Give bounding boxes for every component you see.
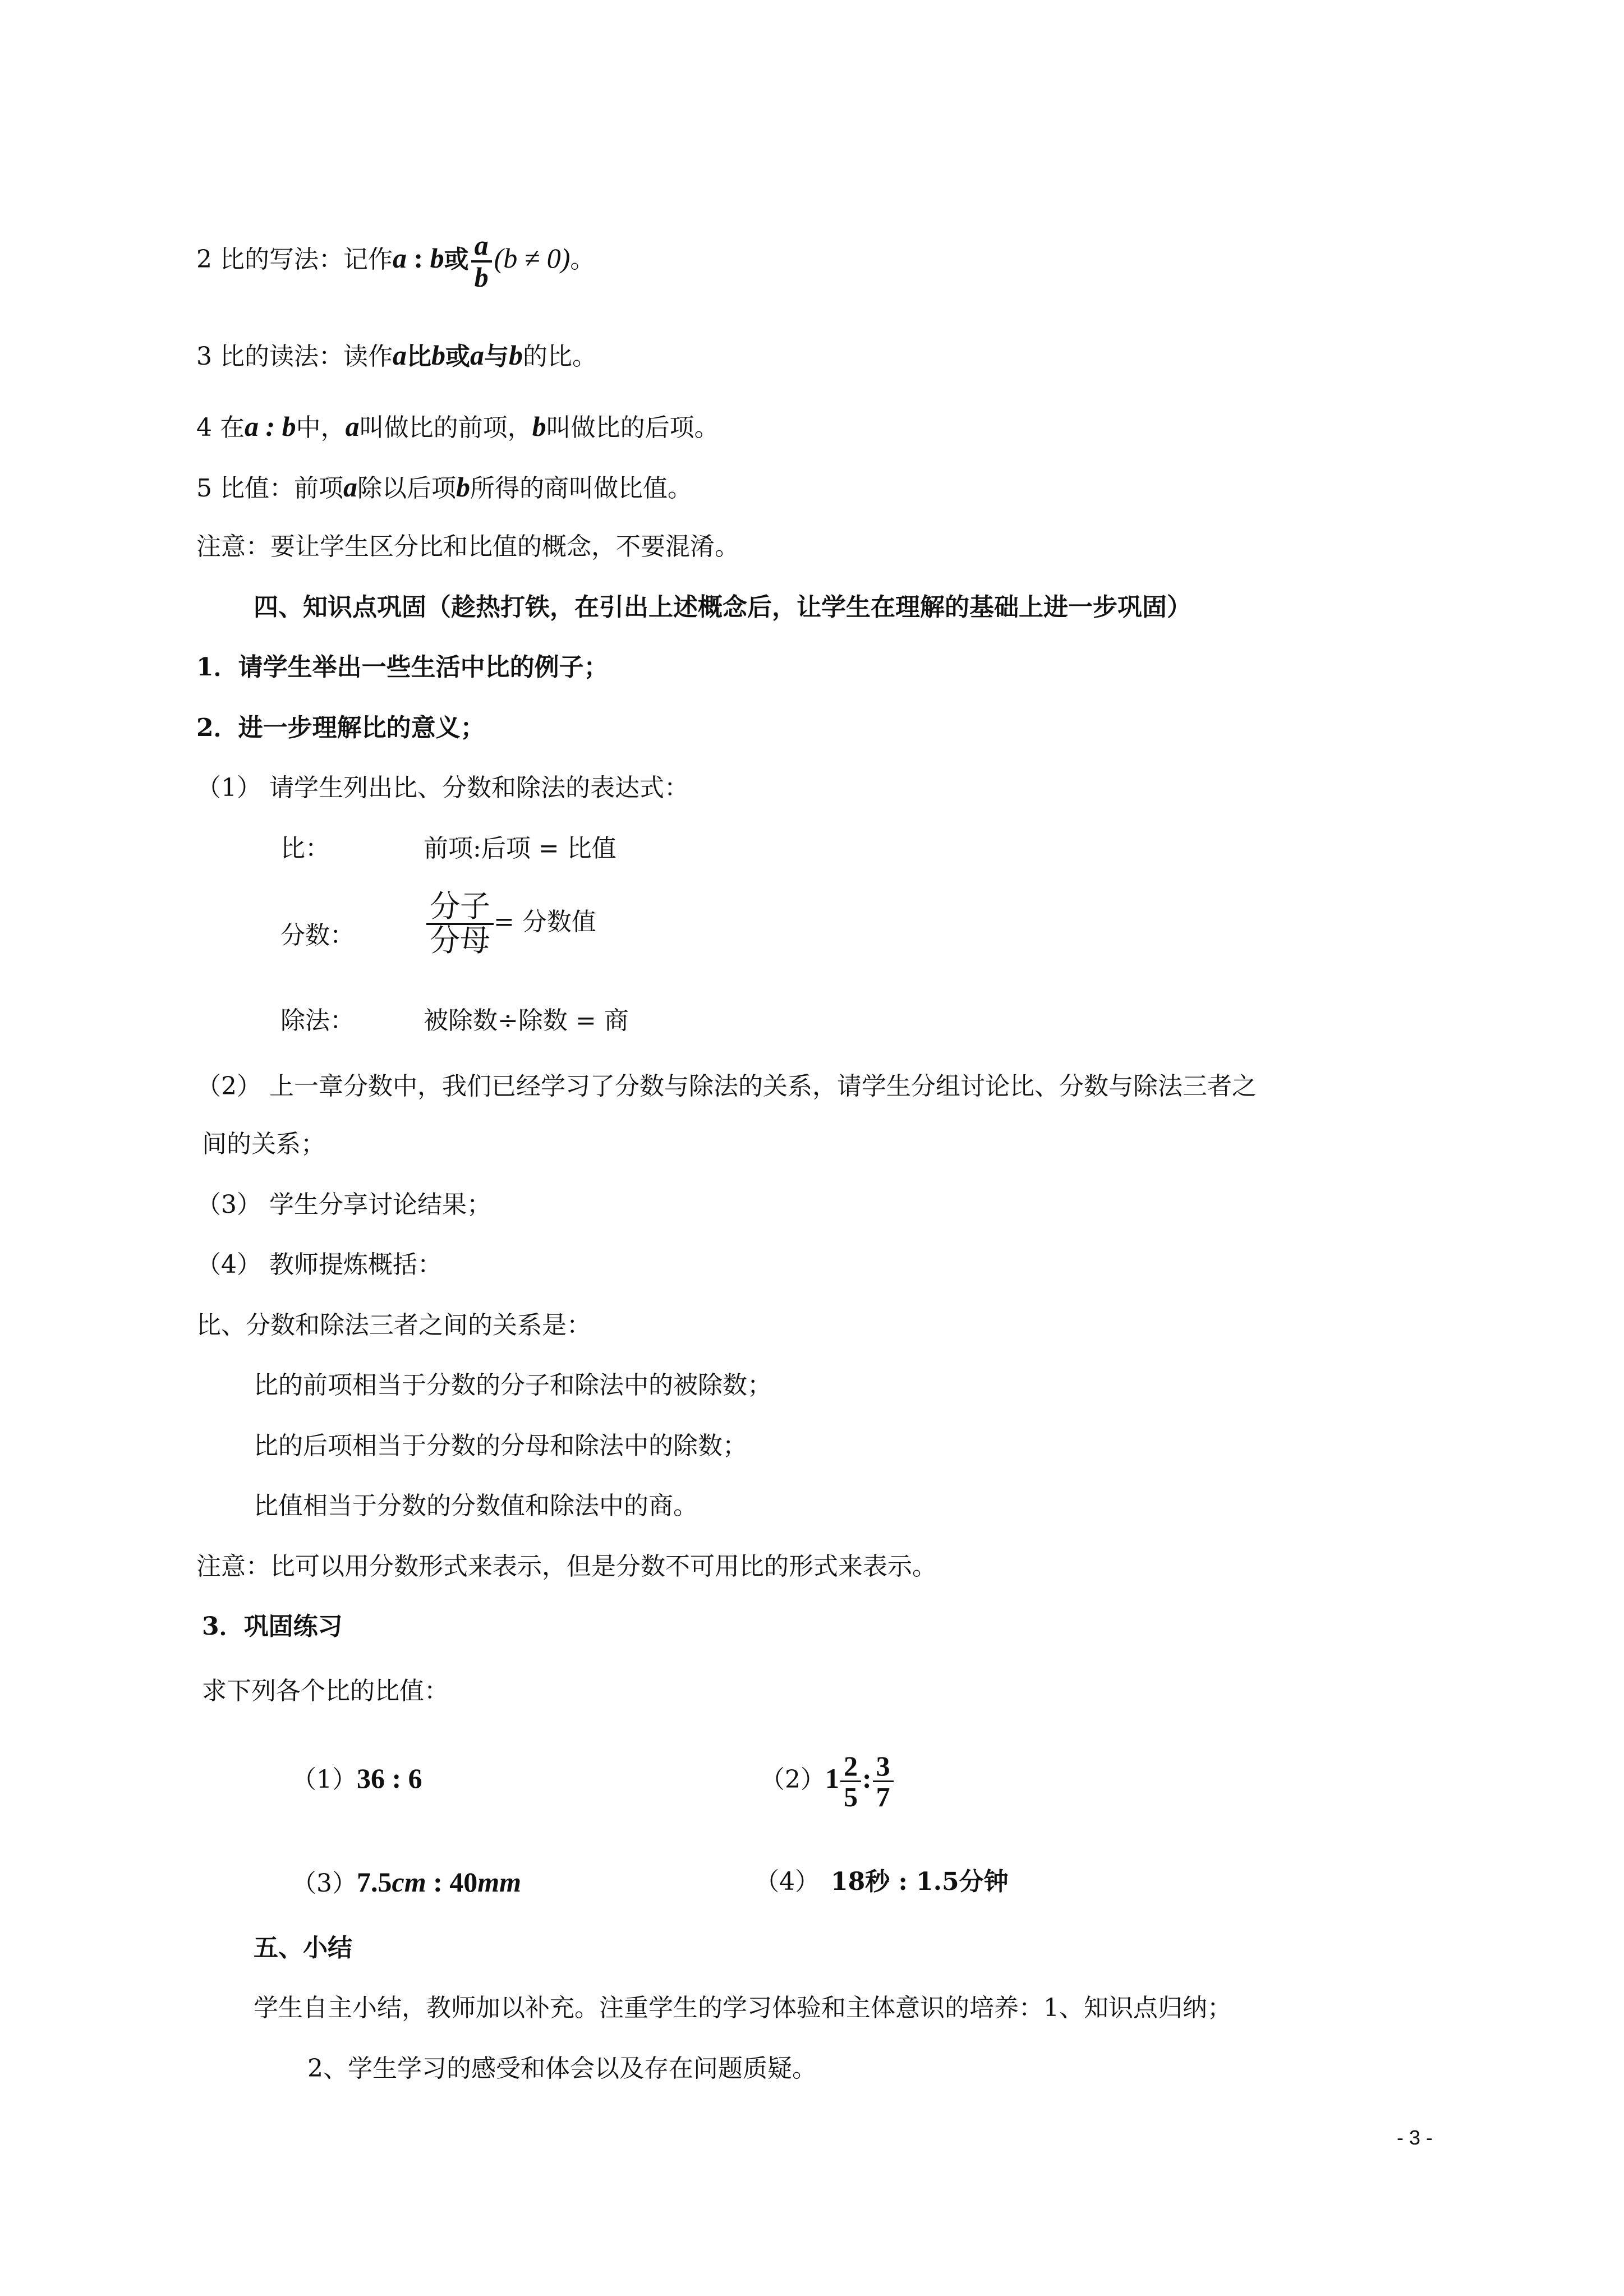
question-2-line-2: 间的关系； xyxy=(202,1130,325,1158)
math-b: b xyxy=(430,242,444,274)
math-colon: : xyxy=(406,242,430,274)
line-antecedent-consequent xyxy=(196,409,719,445)
text: 。 xyxy=(570,245,595,274)
math-b: b xyxy=(508,339,523,371)
fraction-numerator: 3 xyxy=(876,1750,890,1782)
fraction-numerator-over-denominator xyxy=(426,891,494,956)
fraction-numerator: a xyxy=(474,229,489,261)
relation-3: 比值相当于分数的分数值和除法中的商。 xyxy=(254,1492,698,1520)
text-or: 或 xyxy=(444,245,469,274)
section-5-heading: 五、小结 xyxy=(254,1934,352,1962)
math-a: a xyxy=(470,339,484,371)
note-2: 注意：比可以用分数形式来表示，但是分数不可用比的形式来表示。 xyxy=(196,1552,937,1581)
section-4-heading: 四、知识点巩固（趁热打铁，在引出上述概念后，让学生在理解的基础上进一步巩固） xyxy=(254,593,1191,622)
text: 的比。 xyxy=(522,342,597,371)
question-1: （1） 请学生列出比、分数和除法的表达式： xyxy=(196,774,689,802)
text: 2 比的写法：记作 xyxy=(196,245,393,274)
exercise-3 xyxy=(292,1865,521,1901)
exercise-4 xyxy=(755,1865,1009,1899)
exercise-2 xyxy=(760,1745,895,1814)
text: 或 xyxy=(445,342,470,371)
ratio-expression: 前项:后项 = 比值 xyxy=(424,834,617,863)
exercise-1 xyxy=(292,1761,422,1797)
line-ratio-reading xyxy=(196,338,597,374)
text: 除以后项 xyxy=(357,474,456,503)
line-ratio-value xyxy=(196,470,692,505)
exercise-2-label: （2） xyxy=(760,1765,825,1794)
math-b: b xyxy=(532,411,546,442)
exercise-3-unit-2: mm xyxy=(477,1866,522,1898)
point-2: 2．进一步理解比的意义； xyxy=(196,714,485,742)
question-4: （4） 教师提炼概括： xyxy=(196,1250,442,1279)
exercise-intro: 求下列各个比的比值： xyxy=(202,1677,449,1705)
line-ratio-notation xyxy=(196,227,595,292)
fraction-label: 分数： xyxy=(280,921,355,950)
text: 4 在 xyxy=(196,413,245,442)
math-a: a xyxy=(343,471,357,503)
fraction-denominator: b xyxy=(471,260,492,292)
exercise-4-label: （4） xyxy=(755,1867,820,1896)
exercise-3-colon: : xyxy=(426,1866,450,1898)
fraction-expression xyxy=(426,891,596,956)
math-a: a xyxy=(345,411,360,442)
point-1: 1．请学生举出一些生活中比的例子； xyxy=(196,653,609,682)
math-a: a xyxy=(392,242,407,274)
text: 与 xyxy=(484,342,509,371)
text: 5 比值：前项 xyxy=(196,474,343,503)
exercise-2-fraction-2 xyxy=(873,1751,894,1812)
exercise-2-fraction-1 xyxy=(840,1751,861,1812)
fraction-rest: = 分数值 xyxy=(494,908,596,937)
fraction-denominator: 7 xyxy=(873,1780,894,1812)
division-label: 除法： xyxy=(280,1006,355,1035)
exercise-1-expression: 36 : 6 xyxy=(357,1763,422,1794)
math-condition: (b ≠ 0) xyxy=(494,242,571,274)
exercise-3-unit-1: cm xyxy=(392,1866,426,1898)
fraction-denominator: 分母 xyxy=(426,923,494,957)
relation-2: 比的后项相当于分数的分母和除法中的除数； xyxy=(254,1432,747,1460)
point-3: 3．巩固练习 xyxy=(202,1612,343,1641)
exercise-3-value-2: 40 xyxy=(449,1866,478,1898)
text: 叫做比的后项。 xyxy=(546,413,719,442)
fraction-a-over-b xyxy=(471,231,492,292)
math-ratio: a : b xyxy=(244,411,296,442)
exercise-1-label: （1） xyxy=(292,1765,357,1794)
text: 所得的商叫做比值。 xyxy=(470,474,692,503)
math-b: b xyxy=(456,471,470,503)
page-number: - 3 - xyxy=(1397,2126,1433,2149)
fraction-numerator: 2 xyxy=(844,1750,858,1782)
summary-line-2: 2、学生学习的感受和体会以及存在问题质疑。 xyxy=(307,2054,817,2083)
math-b: b xyxy=(431,339,445,371)
fraction-numerator: 分子 xyxy=(430,889,490,924)
text: 叫做比的前项， xyxy=(359,413,532,442)
exercise-4-expression: 18秒 : 1.5分钟 xyxy=(831,1867,1009,1896)
fraction-denominator: 5 xyxy=(840,1780,861,1812)
exercise-2-colon: : xyxy=(862,1763,872,1794)
relation-1: 比的前项相当于分数的分子和除法中的被除数； xyxy=(254,1371,772,1400)
question-2-line-1: （2） 上一章分数中，我们已经学习了分数与除法的关系，请学生分组讨论比、分数与除法三者之 xyxy=(196,1072,1257,1101)
summary-line-1: 学生自主小结，教师加以补充。注重学生的学习体验和主体意识的培养：1、知识点归纳； xyxy=(254,1994,1232,2022)
text: 中， xyxy=(296,413,346,442)
relation-intro: 比、分数和除法三者之间的关系是： xyxy=(196,1311,591,1340)
note-1: 注意：要让学生区分比和比值的概念，不要混淆。 xyxy=(196,532,739,561)
text: 3 比的读法：读作 xyxy=(196,342,393,371)
ratio-label: 比： xyxy=(280,834,330,863)
exercise-2-whole: 1 xyxy=(825,1763,839,1794)
exercise-3-label: （3） xyxy=(292,1869,357,1898)
exercise-3-value-1: 7.5 xyxy=(357,1866,392,1898)
question-3: （3） 学生分享讨论结果； xyxy=(196,1190,491,1219)
division-expression: 被除数÷除数 = 商 xyxy=(424,1006,629,1035)
text: 比 xyxy=(406,342,431,371)
math-a: a xyxy=(392,339,407,371)
